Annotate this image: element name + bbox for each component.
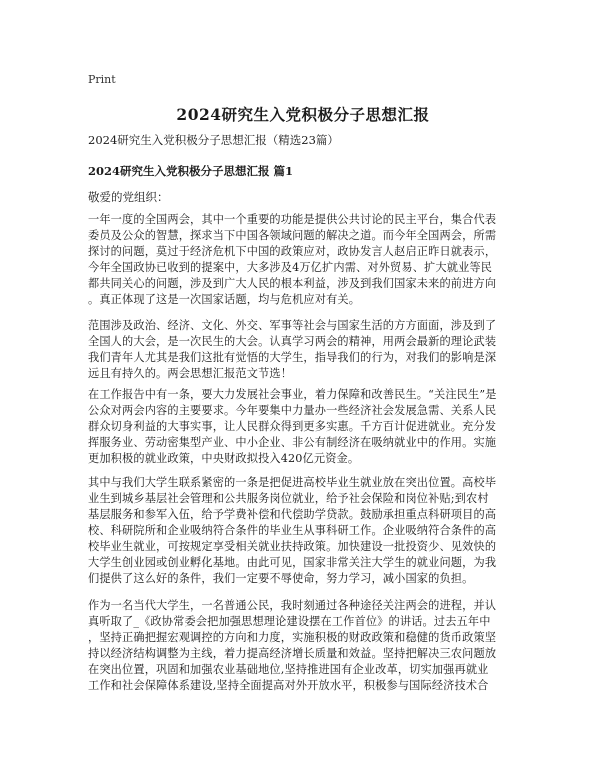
text-line: 公众对两会内容的主要要求。今年要集中力量办一些经济社会发展急需、关系人民 (88, 404, 497, 417)
text-line: 。真正体现了这是一次国家话题，均与危机应对有关。 (88, 293, 361, 306)
paragraph-5 (88, 598, 518, 694)
print-label[interactable]: Print (88, 73, 116, 86)
text-line: 更加积极的就业政策，中央财政拟投入420亿元资金。 (88, 452, 360, 465)
text-line: 业生到城乡基层社会管理和公共服务岗位就业，给予社会保险和岗位补贴;到农村 (88, 492, 489, 505)
section-heading: 2024研究生入党积极分子思想汇报 篇1 (88, 164, 294, 178)
document-subtitle: 2024研究生入党积极分子思想汇报（精选23篇） (88, 133, 339, 147)
text-line: 全国人的大会，是一次民生的大会。认真学习两会的精神，用两会最新的理论武装 (88, 335, 497, 348)
text-line: 群众切身利益的大事实事，让人民群众得到更多实惠。千方百计促进就业。充分发 (88, 420, 497, 433)
text-line: 在工作报告中有一条，要大力发展社会事业，着力保障和改善民生。“关注民生”是 (88, 388, 497, 401)
paragraph-4 (88, 475, 518, 587)
paragraph-1 (88, 212, 518, 308)
text-line: 远且有持久的。两会思想汇报范文节选！ (88, 367, 293, 380)
text-line: 在突出位置，巩固和加强农业基础地位,坚持推进国有企业改革，切实加强再就业 (88, 663, 489, 676)
text-line: 范围涉及政治、经济、文化、外交、军事等社会与国家生活的方方面面，涉及到了 (88, 319, 497, 332)
text-line: 基层服务和参军入伍，给予学费补偿和代偿助学贷款。鼓励承担重点科研项目的高 (88, 508, 497, 521)
text-line: 委员及公众的智慧，探求当下中国各领域问题的解决之道。而今年全国两会，所需 (88, 229, 497, 242)
text-line: 其中与我们大学生联系紧密的一条是把促进高校毕业生就业放在突出位置。高校毕 (88, 476, 497, 489)
text-line: ，坚持正确把握宏观调控的方向和力度，实施积极的财政政策和稳健的货币政策坚 (88, 631, 497, 644)
paragraph-2 (88, 318, 518, 382)
text-line: 大学生创业园或创业孵化基地。由此可见，国家非常关注大学生的就业问题，为我 (88, 556, 497, 569)
document-title: 2024研究生入党积极分子思想汇报 (176, 105, 430, 124)
text-line: 都共同关心的问题，涉及到广大人民的根本利益，涉及到我们国家未来的前进方向 (88, 277, 497, 290)
text-line: 校、科研院所和企业吸纳符合条件的毕业生从事科研工作。企业吸纳符合条件的高 (88, 524, 497, 537)
text-line: 作为一名当代大学生，一名普通公民，我时刻通过各种途径关注两会的进程，并认 (88, 599, 497, 612)
text-line: 一年一度的全国两会，其中一个重要的功能是提供公共讨论的民主平台，集合代表 (88, 213, 497, 226)
greeting: 敬爱的党组织： (88, 190, 169, 204)
text-line: 我们青年人尤其是我们这批有觉悟的大学生，指导我们的行为，对我们的影响是深 (88, 351, 497, 364)
text-line: 持以经济结构调整为主线，着力提高经济增长质量和效益。坚持把解决三农问题放 (88, 647, 497, 660)
text-line: 挥服务业、劳动密集型产业、中小企业、非公有制经济在吸纳就业中的作用。实施 (88, 436, 497, 449)
paragraph-3 (88, 387, 518, 467)
text-line: 们提供了这么好的条件，我们一定要不辱使命，努力学习，减小国家的负担。 (88, 572, 474, 585)
text-line: 真听取了_《政协常委会把加强思想理论建设摆在工作首位》的讲话。过去五年中 (88, 615, 491, 628)
text-line: 探讨的问题，莫过于经济危机下中国的政策应对，政协发言人赵启正昨日就表示， (88, 245, 497, 258)
text-line: 校毕业生就业，可按规定享受相关就业扶持政策。加快建设一批投资少、见效快的 (88, 540, 497, 553)
text-line: 工作和社会保障体系建设,坚持全面提高对外开放水平，积极参与国际经济技术合 (88, 679, 489, 692)
text-line: 今年全国政协已收到的提案中，大多涉及4万亿扩内需、对外贸易、扩大就业等民 (88, 261, 493, 274)
